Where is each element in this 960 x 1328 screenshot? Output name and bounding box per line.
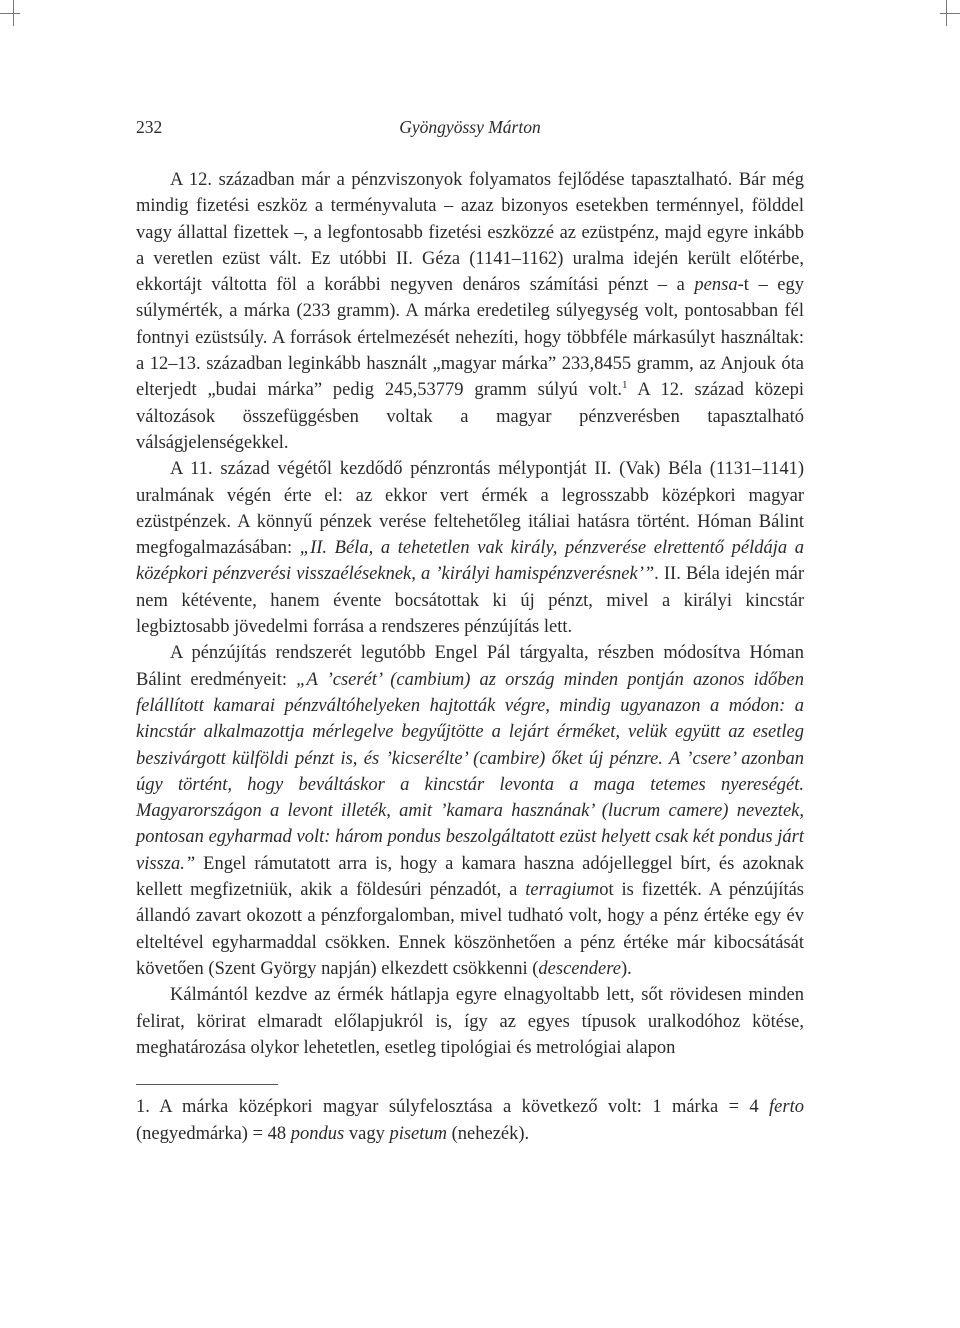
footnote: [136, 1094, 804, 1148]
paragraph: [136, 982, 804, 1061]
text-run: ).: [620, 958, 632, 979]
italic-run: terragium: [525, 880, 600, 901]
text-run: (negyedmárka) = 48: [136, 1124, 291, 1144]
paragraph: [136, 167, 804, 456]
italic-run: descendere: [538, 958, 621, 979]
crop-mark-top-left-v: [13, 0, 14, 26]
page-header: [136, 117, 804, 141]
body-text: [136, 167, 804, 1061]
footnote-ref: 1: [622, 379, 628, 392]
text-run: A pénzújítás rendszerét legutóbb Engel Pál tárgyalta, részben módosítva Hóman Bálint eredményeit:: [136, 643, 804, 690]
paragraph: [136, 640, 804, 982]
footnote-rule: [136, 1084, 278, 1085]
footnotes: [136, 1094, 804, 1148]
text-run: Kálmántól kezdve az érmék hátlapja egyre elnagyoltabb lett, sőt rövidesen minden felirat, körirat elmaradt előlapjukról is, így az egyes típusok uralkodóhoz kötése, meghatározása olykor lehetetlen, esetleg tipológiai és metrológiai alapon: [136, 985, 804, 1058]
paragraph: [136, 456, 804, 640]
text-run: A 11. század végétől kezdődő pénzrontás mélypontját II. (Vak) Béla (1131–1141) uralmának végén érte el: az ekkor vert érmék a legrosszabb középkori magyar ezüstpénzek. A könnyű pénzek verése feltehetőleg itáliai hatásra történt. Hóman Bálint megfogalmazásában:: [136, 459, 804, 559]
text-run: A 12. században már a pénzviszonyok folyamatos fejlődése tapasztalható. Bár még mindig fizetési eszköz a terményvaluta – azaz bizonyos esetekben terménnyel, földdel vagy állattal fizettek –, a legfontosabb fizetési eszközzé az ezüstpénz, majd egyre inkább a veretlen ezüst vált. Ez utóbbi II. Géza (1141–1162) uralma idején került előtérbe, ekkortájt váltotta föl a korábbi negyven denáros számítási pénzt – a: [136, 170, 804, 296]
text-run: Engel rámutatott arra is, hogy a kamara haszna adójelleggel bírt, és azoknak kellett megfizetniük, akik a földesúri pénzadót, a: [136, 853, 804, 901]
text-run: ot is fizették. A pénzújítás állandó zavart okozott a pénzforgalomban, mivel tudható volt, hogy a pénz értéke egy év elteltével egyharmaddal csökken. Ennek köszönhetően a pénz értéke már kibocsátását követően (Szent György napján) elkezdett csökkenni (: [136, 880, 804, 979]
italic-run: „II. Béla, a tehetetlen vak király, pénzverése elrettentő példája a középkori pénzverési visszaéléseknek, a ’királyi hamispénzverésnek’”: [136, 538, 804, 585]
italic-run: pondus: [290, 1124, 345, 1144]
text-run: -t – egy súlymérték, a márka (233 gramm). A márka eredetileg súlyegység volt, pontosabban fél fontnyi ezüstsúly. A források értelmezését nehezíti, hogy többféle márkasúlyt használtak: a 12–13. században leginkább használt „magyar márka” 233,8455 gramm, az Anjouk óta elterjedt „budai márka” pedig 245,53779 gramm súlyú volt.: [136, 275, 804, 401]
text-run: . II. Béla idején már nem kétévente, hanem évente bocsátottak ki új pénzt, mivel a királyi kincstár legbiztosabb jövedelmi forrása a rendszeres pénzújítás lett.: [136, 564, 805, 638]
italic-run: ferto: [769, 1097, 804, 1117]
italic-run: „A ’cserét’ (cambium) az ország minden pontján azonos időben felállított kamarai pénzváltóhelyeken hajtották végre, mindig ugyanazon a módon: a kincstár alkalmazottja mérlegelve begyűjtötte a lejárt érméket, velük együtt az esetleg beszivárgott külföldi pénzt is, és ’kicserélte’ (cambire) őket új pénzre. A ’csere’ azonban úgy történt, hogy beváltáskor a kincstár levonta a maga tetemes nyereségét. Magyarországon a levont illeték, amit ’kamara hasznának’ (lucrum camere) neveztek, pontosan egyharmad volt: három pondus beszolgáltatott ezüst helyett csak két pondus járt vissza.”: [136, 669, 804, 874]
text-run: (nehezék).: [447, 1124, 530, 1144]
crop-mark-top-right-v: [946, 0, 947, 26]
crop-mark-top-left: [0, 13, 20, 14]
italic-run: pensa: [694, 275, 738, 296]
crop-mark-top-right: [940, 13, 960, 14]
italic-run: pisetum: [389, 1124, 448, 1144]
text-run: A 12. század közepi változások összefüggésben voltak a magyar pénzverésben tapasztalható válságjelenségekkel.: [136, 380, 804, 453]
running-head: Gyöngyössy Márton: [399, 117, 541, 137]
text-run: vagy: [344, 1124, 390, 1144]
text-run: 1. A márka középkori magyar súlyfelosztása a következő volt: 1 márka = 4: [136, 1097, 770, 1117]
page-number: 232: [136, 117, 163, 137]
